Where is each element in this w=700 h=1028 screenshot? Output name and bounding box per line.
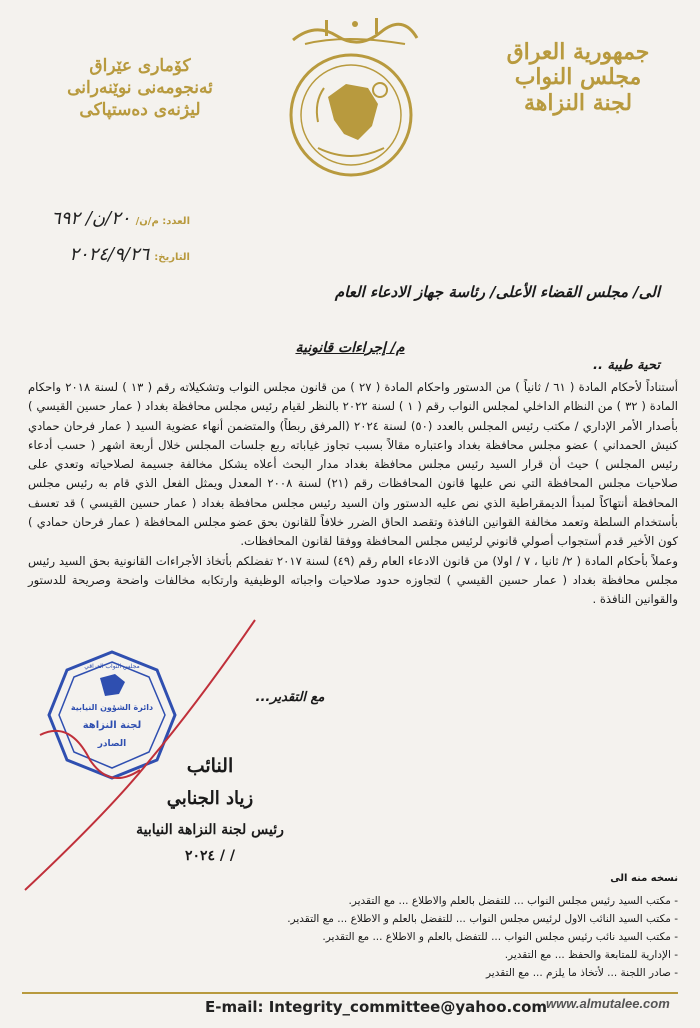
cc-title: نسخه منه الى bbox=[610, 873, 678, 884]
greeting: تحية طيبة .. bbox=[593, 358, 660, 373]
signer-name: زياد الجنابي bbox=[166, 788, 254, 809]
list-item: - مكتب السيد رئيس مجلس النواب ... للتفضل بالعلم والاطلاع ... مع التقدير. bbox=[348, 895, 678, 907]
letterhead-line: كۆماری عێراق bbox=[89, 56, 191, 76]
subject-text: م/ إجراءات قانونية bbox=[295, 340, 405, 356]
number-label: العدد: م/ن/ bbox=[135, 216, 190, 227]
stamp-line: الصادر bbox=[97, 739, 127, 749]
signer-title: رئيس لجنة النزاهة النيابية bbox=[136, 822, 284, 838]
watermark: www.almutalee.com bbox=[546, 996, 670, 1011]
document-date bbox=[10, 244, 190, 265]
addressee: الى/ مجلس القضاء الأعلى/ رئاسة جهاز الادعاء العام bbox=[334, 283, 660, 301]
letterhead-line: مجلس النواب bbox=[514, 64, 642, 91]
letterhead-line: ئەنجومەنی نوێنەرانی bbox=[67, 78, 213, 99]
closing: مع التقدير... bbox=[255, 690, 325, 705]
footer-divider bbox=[22, 992, 678, 994]
list-item: - مكتب السيد نائب رئيس مجلس النواب ... للتفضل بالعلم و الاطلاع ... مع التقدير. bbox=[322, 931, 678, 943]
footer-email: E-mail: Integrity_committee@yahoo.com bbox=[205, 998, 548, 1016]
body-paragraph: وعملاً بأحكام المادة ( ٢/ ثانيا ، ٧ / اولا) من قانون الادعاء العام رقم (٤٩) لسنة ٢٠١٧ تفضلكم بأتخاذ الأجراءات القانونية بحق السيد رئيس مجلس محافظة بغداد ( عمار حسين القيسي ) لتجاوزه حدود صلاحيات واجباته الوظيفية وارتكابه مخالفات واضحة وصريحة للدستور والقوانين النافذة . bbox=[28, 553, 678, 607]
stamp-line: لجنة النزاهة bbox=[82, 720, 142, 731]
stamp-line: مجلس النواب العراقي bbox=[84, 663, 140, 670]
letterhead-line: جمهورية العراق bbox=[506, 39, 650, 65]
letterhead-kurdish bbox=[50, 55, 230, 121]
calligraphy-logo-icon bbox=[285, 14, 425, 50]
signature-date: / / ٢٠٢٤ bbox=[184, 848, 236, 864]
document-number bbox=[10, 208, 190, 229]
list-item: - مكتب السيد النائب الاول لرئيس مجلس النواب ... للتفضل بالعلم و الاطلاع ... مع التقدير. bbox=[287, 913, 678, 925]
letterhead-line: لجنة النزاهة bbox=[523, 89, 633, 116]
list-item: - الإدارية للمتابعة والحفظ ... مع التقدير. bbox=[504, 949, 678, 961]
body-paragraph: أستناداً لأحكام المادة ( ٦١ / ثانياً ) من الدستور واحكام المادة ( ٢٧ ) من قانون مجلس النواب وتشكيلاته رقم ( ١٣ ) لسنة ٢٠١٨ واحكام المادة ( ٣٢ ) من النظام الداخلي لمجلس النواب رقم ( ١ ) لسنة ٢٠٢٢ بالنظر لقيام رئيس مجلس محافظة بغداد ( عمار حسين القيسي ) بأصدار الأمر الإداري / مكتب رئيس المجلس بالعدد (٥٠) لسنة ٢٠٢٤ (المرفق ربطاً) والمتضمن أنهاء عضوية السيد ( عمار فرحان حمادي كنيش الحمداني ) عضو مجلس محافظة بغداد واعتباره مقالاً بسبب تجاوز غياباته ربع جلسات المجلس خلال أربعة اشهر ( حسب أدعاء رئيس المجلس ) حيث أن قرار السيد رئيس مجلس محافظة بغداد مدار البحث أعلاه يشكل مخالفة جسيمة لصلاحياته وتعدي على صلاحيات مجلس المحافظة التي نص عليها قانون المحافظات رقم (٢١) لسنة ٢٠٠٨ المعدل ويمثل الفعل الذي قام به رئيس مجلس المحافظة أنتهاكاً لمبدأ الديمقراطية الذي نص عليه الدستور وان السيد رئيس مجلس محافظة بغداد ( عمار حسين القيسي ) قد تعسف بأستخدام السلطة وتعمد مخالفة القوانين النافذة وتقصد الحاق الضرر خلافاً للقانون بحق عضو مجلس المحافظة ( عمار فرحان حمادي ) كون الأخير قدم أستجواب أصولي قانوني لرئيس مجلس المحافظة ووفقا لقانون المحافظات. bbox=[28, 380, 679, 549]
stamp-line: دائرة الشؤون النيابية bbox=[70, 703, 154, 712]
date-label: التاريخ: bbox=[154, 252, 190, 263]
letterhead-line: لیژنەی دەستپاکی bbox=[79, 100, 201, 121]
list-item: - صادر اللجنة ... لأتخاذ ما يلزم ... مع التقدير bbox=[486, 967, 678, 979]
letter-body bbox=[28, 378, 678, 610]
letterhead-arabic bbox=[478, 40, 678, 116]
subject-line bbox=[40, 340, 660, 356]
date-value: ٢٠٢٤/٩/٢٦ bbox=[69, 244, 150, 265]
number-value: ٢٠/ن/ ٦٩٢ bbox=[51, 208, 131, 229]
parliament-emblem-icon bbox=[288, 52, 414, 178]
signer-role: النائب bbox=[186, 755, 234, 777]
cc-list bbox=[38, 892, 678, 982]
